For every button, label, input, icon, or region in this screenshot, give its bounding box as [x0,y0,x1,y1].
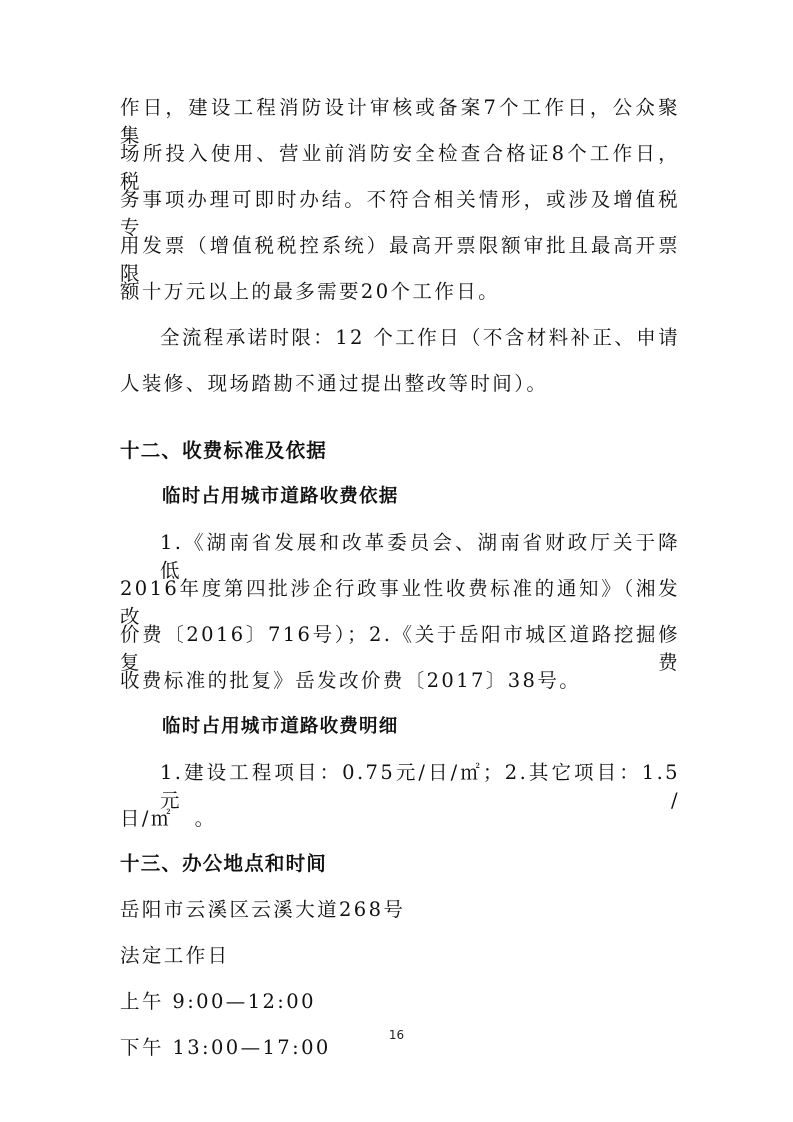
fee-basis-heading: 临时占用城市道路收费依据 [162,486,399,507]
paragraph-line: 场所投入使用、营业前消防安全检查合格证8个工作日，税 [120,142,680,193]
office-hours-morning: 上午 9:00—12:00 [120,990,316,1013]
fee-detail-line: 日/㎡ 。 [120,807,217,830]
fee-basis-line: 2016年度第四批涉企行政事业性收费标准的通知》（湘发改 [120,577,680,628]
paragraph-line: 人装修、现场踏勘不通过提出整改等时间）。 [120,372,549,395]
section-12-title: 十二、收费标准及依据 [120,439,328,462]
office-address: 岳阳市云溪区云溪大道268号 [120,898,406,921]
fee-basis-line: 价费〔2016〕716号）；2.《关于岳阳市城区道路挖掘修复费 [120,623,680,674]
page-number: 16 [388,1028,405,1042]
paragraph-line: 用发票（增值税税控系统）最高开票限额审批且最高开票限 [120,234,680,285]
office-workdays: 法定工作日 [120,944,230,967]
fee-basis-line: 1.《湖南省发展和改革委员会、湖南省财政厅关于降低 [160,531,680,582]
paragraph-line: 全流程承诺时限：12 个工作日（不含材料补正、申请 [160,326,681,349]
paragraph-line: 作日，建设工程消防设计审核或备案7个工作日，公众聚集 [120,96,680,147]
paragraph-line: 额十万元以上的最多需要20个工作日。 [120,280,501,303]
paragraph-line: 务事项办理可即时办结。不符合相关情形，或涉及增值税专 [120,188,680,239]
office-hours-afternoon: 下午 13:00—17:00 [120,1036,331,1059]
section-13-title: 十三、办公地点和时间 [120,852,328,875]
fee-basis-line: 收费标准的批复》岳发改价费〔2017〕38号。 [120,669,582,692]
fee-detail-line: 1.建设工程项目：0.75元/日/㎡；2.其它项目：1.5元/ [160,761,680,812]
fee-detail-heading: 临时占用城市道路收费明细 [162,716,399,737]
